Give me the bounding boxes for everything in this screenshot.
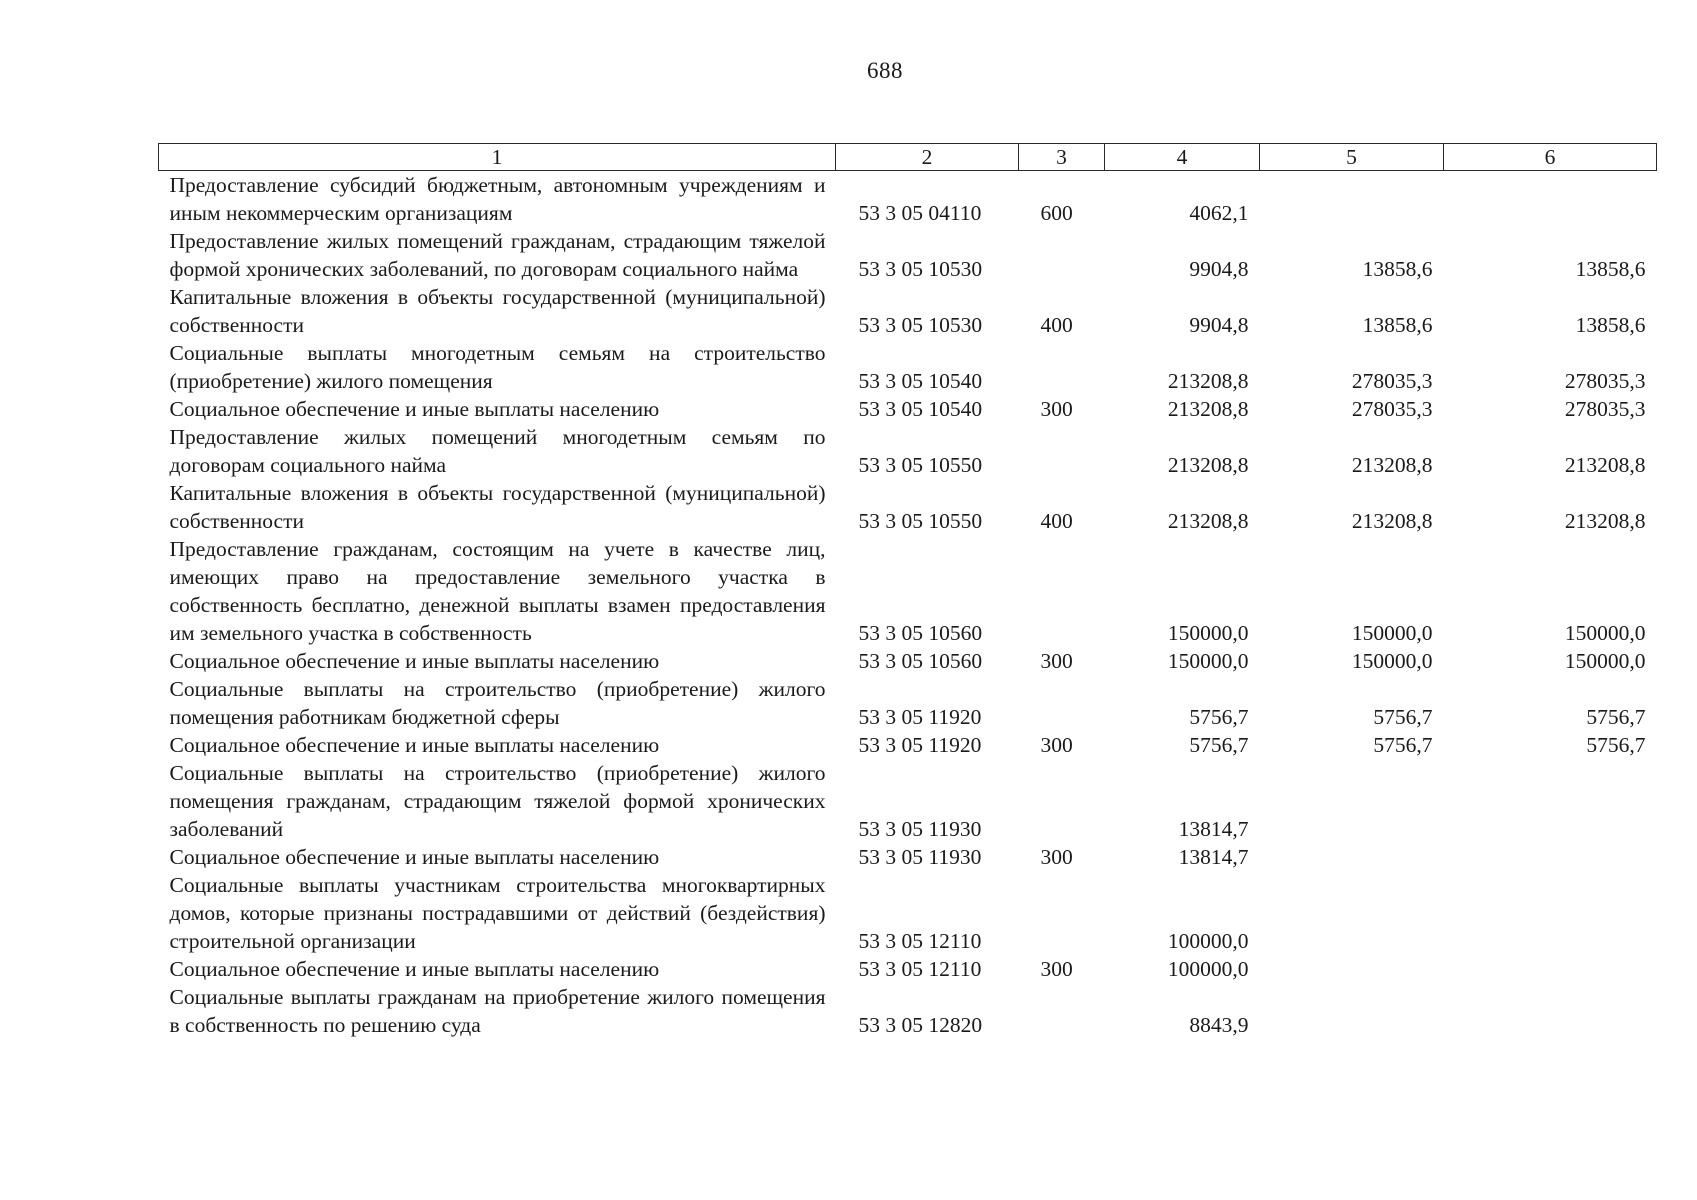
- row-value-col4: 213208,8: [1167, 509, 1249, 533]
- column-header-4: 4: [1105, 144, 1260, 171]
- table-row: [159, 339, 1657, 395]
- row-value-col5: 278035,3: [1351, 397, 1433, 421]
- column-header-5: 5: [1260, 144, 1444, 171]
- row-code: 53 3 05 10530: [858, 313, 983, 337]
- row-value-col6: [1444, 955, 1657, 983]
- table-row: [159, 395, 1657, 423]
- row-value-col5: [1260, 871, 1444, 955]
- row-expense-type: 300: [1040, 397, 1073, 421]
- table-row: [159, 955, 1657, 983]
- row-value-col4: 13814,7: [1178, 845, 1249, 869]
- table-row: [159, 423, 1657, 479]
- row-name: Социальные выплаты на строительство (приобретение) жилого помещения работникам бюджетной сферы: [169, 677, 826, 729]
- table-row: [159, 731, 1657, 759]
- row-code: 53 3 05 11930: [858, 845, 982, 869]
- row-name: Социальное обеспечение и иные выплаты населению: [169, 957, 660, 981]
- row-value-col4: 213208,8: [1167, 369, 1249, 393]
- row-value-col6: 13858,6: [1575, 313, 1646, 337]
- row-code: 53 3 05 10530: [858, 257, 983, 281]
- table-row: [159, 675, 1657, 731]
- row-code: 53 3 05 12110: [858, 957, 982, 981]
- row-value-col6: [1444, 759, 1657, 843]
- row-value-col4: 213208,8: [1167, 453, 1249, 477]
- row-value-col6: 5756,7: [1586, 705, 1646, 729]
- row-value-col4: 9904,8: [1189, 313, 1249, 337]
- row-value-col4: 4062,1: [1189, 201, 1249, 225]
- row-value-col6: 213208,8: [1564, 509, 1646, 533]
- row-name: Социальное обеспечение и иные выплаты населению: [169, 649, 660, 673]
- row-value-col6: 278035,3: [1564, 369, 1646, 393]
- row-value-col5: 213208,8: [1351, 509, 1433, 533]
- row-expense-type: [1019, 339, 1105, 395]
- row-value-col5: 5756,7: [1373, 705, 1433, 729]
- column-header-6: 6: [1444, 144, 1657, 171]
- row-name: Социальные выплаты на строительство (приобретение) жилого помещения гражданам, страдающим тяжелой формой хронических заболеваний: [169, 761, 826, 841]
- row-expense-type: [1019, 535, 1105, 647]
- row-value-col5: [1260, 983, 1444, 1039]
- row-name: Социальные выплаты участникам строительства многоквартирных домов, которые признаны пострадавшими от действий (бездействия) строительной организации: [169, 873, 826, 953]
- row-value-col6: 13858,6: [1575, 257, 1646, 281]
- row-expense-type: [1019, 675, 1105, 731]
- row-code: 53 3 05 12820: [858, 1013, 983, 1037]
- row-name: Предоставление жилых помещений гражданам, страдающим тяжелой формой хронических заболеваний, по договорам социального найма: [169, 229, 826, 281]
- row-value-col6: [1444, 983, 1657, 1039]
- row-value-col5: [1260, 843, 1444, 871]
- row-value-col5: 150000,0: [1351, 649, 1433, 673]
- row-name: Социальное обеспечение и иные выплаты населению: [169, 845, 660, 869]
- row-value-col4: 150000,0: [1167, 649, 1249, 673]
- header-row: [159, 144, 1657, 171]
- column-header-1: 1: [159, 144, 836, 171]
- table-row: [159, 283, 1657, 339]
- row-value-col4: 8843,9: [1189, 1013, 1249, 1037]
- row-name: Капитальные вложения в объекты государственной (муниципальной) собственности: [169, 285, 826, 337]
- row-value-col5: [1260, 759, 1444, 843]
- row-name: Социальное обеспечение и иные выплаты населению: [169, 397, 660, 421]
- row-value-col4: 100000,0: [1167, 929, 1249, 953]
- row-name: Капитальные вложения в объекты государственной (муниципальной) собственности: [169, 481, 826, 533]
- row-value-col6: 5756,7: [1586, 733, 1646, 757]
- row-expense-type: 300: [1040, 957, 1073, 981]
- row-value-col6: [1444, 843, 1657, 871]
- row-expense-type: 300: [1040, 649, 1073, 673]
- column-header-3: 3: [1019, 144, 1105, 171]
- row-expense-type: 300: [1040, 733, 1073, 757]
- row-value-col6: 150000,0: [1564, 621, 1646, 645]
- row-value-col5: 5756,7: [1373, 733, 1433, 757]
- row-expense-type: [1019, 423, 1105, 479]
- row-expense-type: [1019, 759, 1105, 843]
- row-name: Социальные выплаты гражданам на приобретение жилого помещения в собственность по решению суда: [169, 985, 826, 1037]
- row-expense-type: 400: [1040, 509, 1073, 533]
- page-number: 688: [867, 58, 903, 83]
- row-code: 53 3 05 11930: [858, 817, 982, 841]
- row-value-col6: 213208,8: [1564, 453, 1646, 477]
- row-value-col6: [1444, 871, 1657, 955]
- row-code: 53 3 05 10540: [858, 397, 983, 421]
- table-body: [159, 171, 1657, 1040]
- row-name: Социальные выплаты многодетным семьям на строительство (приобретение) жилого помещения: [169, 341, 826, 393]
- row-code: 53 3 05 11920: [858, 705, 982, 729]
- table-row: [159, 647, 1657, 675]
- row-expense-type: 300: [1040, 845, 1073, 869]
- column-header-2: 2: [836, 144, 1019, 171]
- budget-table: [158, 143, 1657, 1039]
- row-name: Предоставление гражданам, состоящим на учете в качестве лиц, имеющих право на предоставление земельного участка в собственность бесплатно, денежной выплаты взамен предоставления им земельного участка в собственность: [169, 537, 826, 645]
- row-value-col4: 13814,7: [1178, 817, 1249, 841]
- row-expense-type: [1019, 227, 1105, 283]
- row-code: 53 3 05 10560: [858, 649, 983, 673]
- row-value-col4: 100000,0: [1167, 957, 1249, 981]
- row-value-col5: 13858,6: [1362, 313, 1433, 337]
- table-row: [159, 871, 1657, 955]
- row-value-col6: [1444, 171, 1657, 228]
- row-name: Предоставление субсидий бюджетным, автономным учреждениям и иным некоммерческим организациям: [169, 173, 826, 225]
- row-value-col5: 213208,8: [1351, 453, 1433, 477]
- row-expense-type: 600: [1040, 201, 1073, 225]
- table-row: [159, 171, 1657, 228]
- table-row: [159, 843, 1657, 871]
- row-value-col5: [1260, 955, 1444, 983]
- row-value-col6: 150000,0: [1564, 649, 1646, 673]
- row-name: Социальное обеспечение и иные выплаты населению: [169, 733, 660, 757]
- row-value-col6: 278035,3: [1564, 397, 1646, 421]
- row-code: 53 3 05 12110: [858, 929, 982, 953]
- row-expense-type: [1019, 983, 1105, 1039]
- row-value-col4: 9904,8: [1189, 257, 1249, 281]
- row-value-col4: 213208,8: [1167, 397, 1249, 421]
- table-row: [159, 479, 1657, 535]
- row-code: 53 3 05 10560: [858, 621, 983, 645]
- row-value-col5: 278035,3: [1351, 369, 1433, 393]
- row-expense-type: 400: [1040, 313, 1073, 337]
- row-name: Предоставление жилых помещений многодетным семьям по договорам социального найма: [169, 425, 826, 477]
- row-code: 53 3 05 10550: [858, 453, 983, 477]
- table-row: [159, 535, 1657, 647]
- row-value-col5: 150000,0: [1351, 621, 1433, 645]
- table-row: [159, 759, 1657, 843]
- row-code: 53 3 05 11920: [858, 733, 982, 757]
- row-value-col5: [1260, 171, 1444, 228]
- row-code: 53 3 05 04110: [858, 201, 982, 225]
- table-row: [159, 983, 1657, 1039]
- table-row: [159, 227, 1657, 283]
- row-value-col4: 150000,0: [1167, 621, 1249, 645]
- table-header: [159, 144, 1657, 171]
- row-expense-type: [1019, 871, 1105, 955]
- row-code: 53 3 05 10550: [858, 509, 983, 533]
- row-code: 53 3 05 10540: [858, 369, 983, 393]
- row-value-col4: 5756,7: [1189, 705, 1249, 729]
- row-value-col5: 13858,6: [1362, 257, 1433, 281]
- row-value-col4: 5756,7: [1189, 733, 1249, 757]
